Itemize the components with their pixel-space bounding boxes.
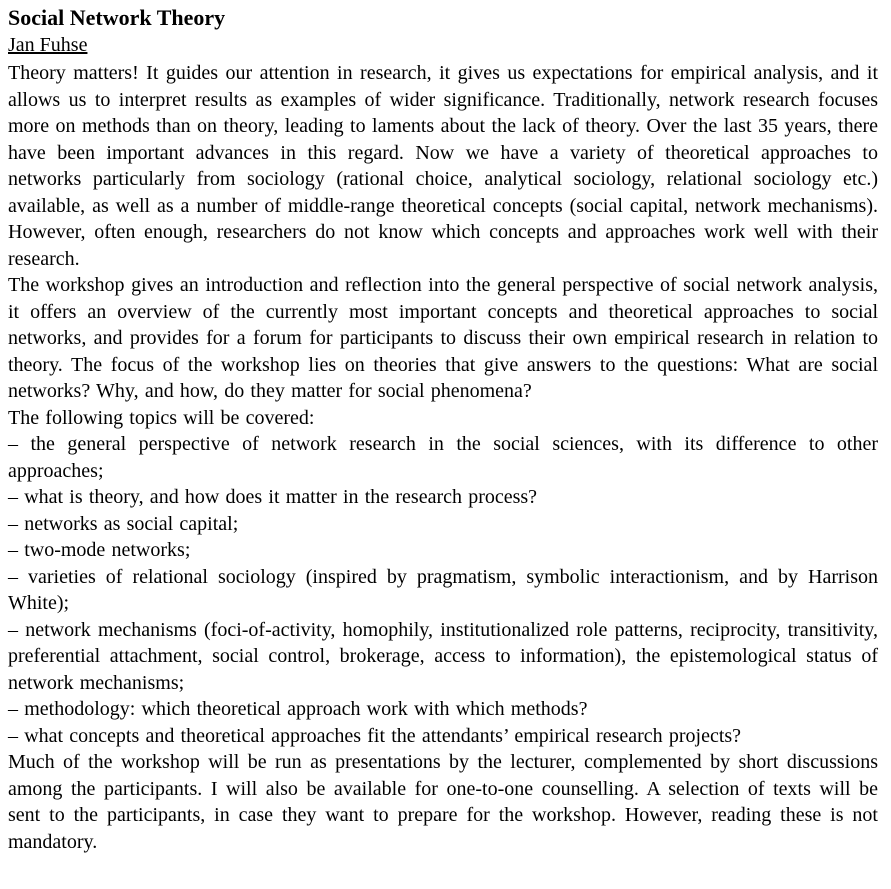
topic-item: – two-mode networks; xyxy=(8,539,191,561)
topic-item: – what is theory, and how does it matter in the research process? xyxy=(8,486,538,508)
topic-item: – networks as social capital; xyxy=(8,512,239,535)
topic-item: – varieties of relational sociology (inspired by pragmatism, symbolic interactionism, and by Harrison White); xyxy=(8,565,878,614)
closing-paragraph: Much of the workshop will be run as presentations by the lecturer, complemented by short discussions among the participants. I will also be available for one-to-one counselling. A selection of texts will be sent to the participants, in case they want to prepare for the workshop. However, reading these is not mandatory. xyxy=(8,751,878,853)
author-name: Jan Fuhse xyxy=(8,34,88,56)
topic-item: – what concepts and theoretical approaches fit the attendants’ empirical research projects? xyxy=(8,724,742,747)
topic-item: – methodology: which theoretical approach work with which methods? xyxy=(8,698,588,720)
topics-list xyxy=(8,431,878,749)
topics-lead-in: The following topics will be covered: xyxy=(8,406,315,429)
intro-paragraph: Theory matters! It guides our attention in research, it gives us expectations for empirical analysis, and it allows us to interpret results as examples of wider significance. Traditionally, network research focuses more on methods than on theory, leading to laments about the lack of theory. Over the last 35 years, there have been important advances in this regard. Now we have a variety of theoretical approaches to networks particularly from sociology (rational choice, analytical sociology, relational sociology etc.) available, as well as a number of middle-range theoretical concepts (social capital, network mechanisms). However, often enough, researchers do not know which concepts and approaches work well with their research. xyxy=(8,62,878,270)
topic-item: – network mechanisms (foci-of-activity, homophily, institutionalized role patterns, reciprocity, transitivity, preferential attachment, social control, brokerage, access to information), the epistemological status of network mechanisms; xyxy=(8,618,878,694)
author-line xyxy=(8,32,878,60)
topic-item: – the general perspective of network research in the social sciences, with its difference to other approaches; xyxy=(8,433,878,482)
workshop-overview-paragraph: The workshop gives an introduction and reflection into the general perspective of social network analysis, it offers an overview of the currently most important concepts and theoretical approaches to social networks, and provides for a forum for participants to discuss their own empirical research in relation to theory. The focus of the workshop lies on theories that give answers to the questions: What are social networks? Why, and how, do they matter for social phenomena? xyxy=(8,274,878,402)
page-title: Social Network Theory xyxy=(8,5,226,30)
